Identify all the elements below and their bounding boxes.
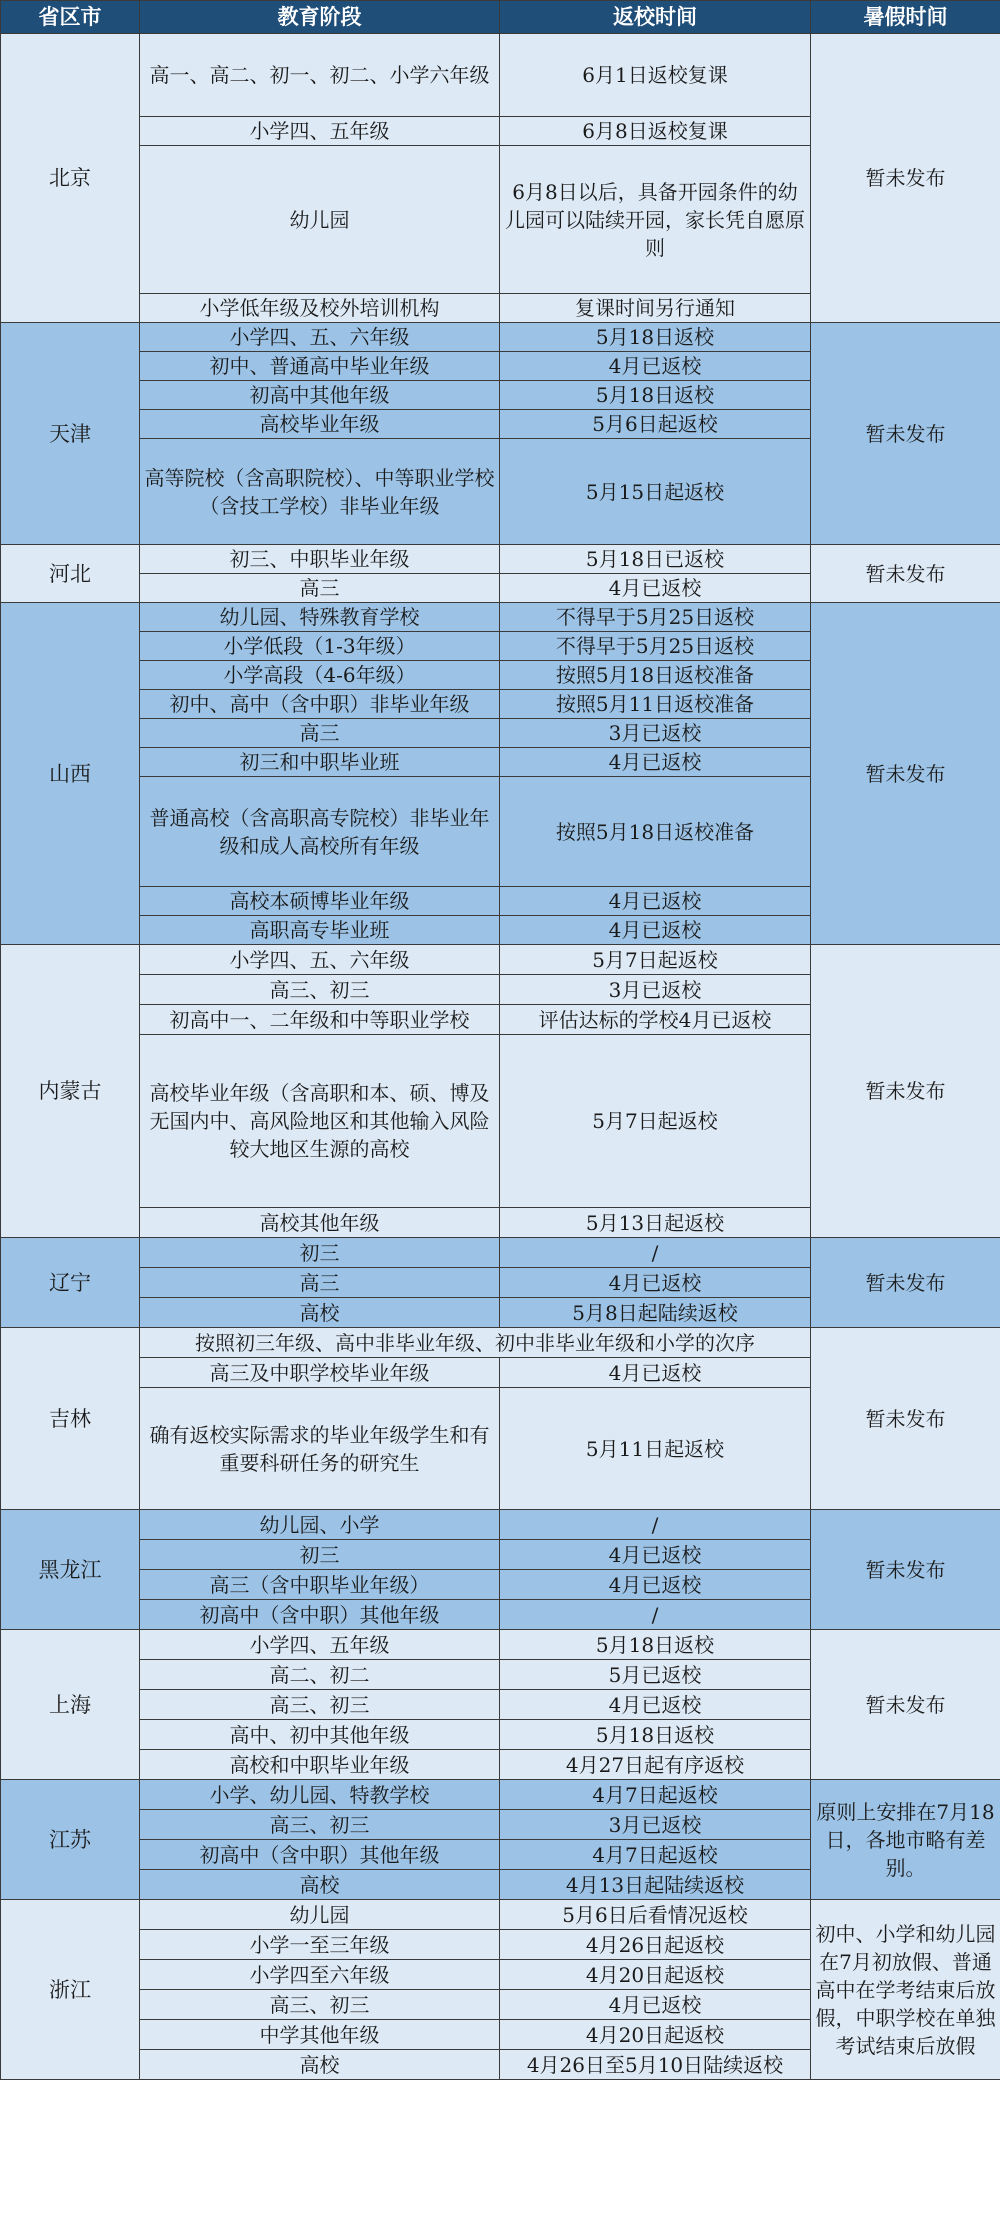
- return-time-cell: 6月8日以后，具备开园条件的幼儿园可以陆续开园，家长凭自愿原则: [500, 146, 811, 294]
- stage-cell: 初中、普通高中毕业年级: [140, 352, 500, 381]
- return-time-cell: 4月已返校: [500, 887, 811, 916]
- return-time-cell: 4月27日起有序返校: [500, 1750, 811, 1780]
- province-cell: 上海: [1, 1630, 140, 1780]
- stage-cell: 小学四、五年级: [140, 117, 500, 146]
- table-row: [1, 1630, 1000, 1660]
- province-cell: 江苏: [1, 1780, 140, 1900]
- province-cell: 吉林: [1, 1328, 140, 1510]
- province-cell: 山西: [1, 603, 140, 945]
- summer-time-cell: 初中、小学和幼儿园在7月初放假、普通高中在学考结束后放假，中职学校在单独考试结束后放假: [811, 1900, 1000, 2080]
- summer-time-cell: 暂未发布: [811, 1630, 1000, 1780]
- return-time-cell: 4月已返校: [500, 1358, 811, 1388]
- stage-cell: 高三及中职学校毕业年级: [140, 1358, 500, 1388]
- stage-cell: 高三、初三: [140, 1810, 500, 1840]
- return-time-cell: 5月已返校: [500, 1660, 811, 1690]
- table-row: [1, 1328, 1000, 1358]
- table-row: [1, 603, 1000, 632]
- stage-cell: 幼儿园: [140, 146, 500, 294]
- return-time-cell: 6月8日返校复课: [500, 117, 811, 146]
- stage-cell: 小学四至六年级: [140, 1960, 500, 1990]
- return-time-cell: 5月7日起返校: [500, 945, 811, 975]
- stage-cell: 高校本硕博毕业年级: [140, 887, 500, 916]
- return-time-cell: 不得早于5月25日返校: [500, 632, 811, 661]
- return-time-cell: /: [500, 1600, 811, 1630]
- province-cell: 内蒙古: [1, 945, 140, 1238]
- return-time-cell: 5月11日起返校: [500, 1388, 811, 1510]
- stage-cell: 小学一至三年级: [140, 1930, 500, 1960]
- stage-cell: 高三: [140, 574, 500, 603]
- return-time-cell: 4月20日起返校: [500, 2020, 811, 2050]
- stage-cell: 高等院校（含高职院校）、中等职业学校（含技工学校）非毕业年级: [140, 439, 500, 545]
- stage-cell: 高校: [140, 1298, 500, 1328]
- summer-time-cell: 暂未发布: [811, 323, 1000, 545]
- stage-cell: 初三、中职毕业年级: [140, 545, 500, 574]
- return-time-cell: 4月已返校: [500, 1690, 811, 1720]
- stage-cell: 初三: [140, 1540, 500, 1570]
- return-time-cell: 4月已返校: [500, 1570, 811, 1600]
- stage-cell: 高职高专毕业班: [140, 916, 500, 945]
- summer-time-cell: 暂未发布: [811, 545, 1000, 603]
- stage-cell: 按照初三年级、高中非毕业年级、初中非毕业年级和小学的次序: [140, 1328, 811, 1358]
- summer-time-cell: 暂未发布: [811, 1328, 1000, 1510]
- stage-cell: 小学四、五、六年级: [140, 945, 500, 975]
- return-time-cell: 复课时间另行通知: [500, 294, 811, 323]
- stage-cell: 普通高校（含高职高专院校）非毕业年级和成人高校所有年级: [140, 777, 500, 887]
- return-time-cell: 5月18日返校: [500, 381, 811, 410]
- return-time-cell: 5月6日后看情况返校: [500, 1900, 811, 1930]
- return-time-cell: 5月18日返校: [500, 323, 811, 352]
- stage-cell: 幼儿园、小学: [140, 1510, 500, 1540]
- return-time-cell: 4月已返校: [500, 1990, 811, 2020]
- stage-cell: 小学、幼儿园、特教学校: [140, 1780, 500, 1810]
- stage-cell: 高校毕业年级: [140, 410, 500, 439]
- return-time-cell: 不得早于5月25日返校: [500, 603, 811, 632]
- stage-cell: 中学其他年级: [140, 2020, 500, 2050]
- table-body: [1, 34, 1000, 2080]
- stage-cell: 初三和中职毕业班: [140, 748, 500, 777]
- return-time-cell: 5月18日已返校: [500, 545, 811, 574]
- return-time-cell: 4月已返校: [500, 916, 811, 945]
- stage-cell: 初中、高中（含中职）非毕业年级: [140, 690, 500, 719]
- stage-cell: 高校: [140, 1870, 500, 1900]
- stage-cell: 高三、初三: [140, 1690, 500, 1720]
- return-time-cell: 4月已返校: [500, 352, 811, 381]
- stage-cell: 高三: [140, 1268, 500, 1298]
- stage-cell: 初高中一、二年级和中等职业学校: [140, 1005, 500, 1035]
- stage-cell: 高三、初三: [140, 975, 500, 1005]
- return-time-cell: 4月已返校: [500, 574, 811, 603]
- stage-cell: 高校毕业年级（含高职和本、硕、博及无国内中、高风险地区和其他输入风险较大地区生源的高校: [140, 1035, 500, 1208]
- return-time-cell: 4月7日起返校: [500, 1780, 811, 1810]
- province-cell: 辽宁: [1, 1238, 140, 1328]
- return-time-cell: 按照5月11日返校准备: [500, 690, 811, 719]
- stage-cell: 高校和中职毕业年级: [140, 1750, 500, 1780]
- province-cell: 河北: [1, 545, 140, 603]
- return-time-cell: 4月26日起返校: [500, 1930, 811, 1960]
- return-time-cell: 5月18日返校: [500, 1630, 811, 1660]
- stage-cell: 初三: [140, 1238, 500, 1268]
- return-time-cell: 4月已返校: [500, 748, 811, 777]
- return-time-cell: 4月7日起返校: [500, 1840, 811, 1870]
- return-time-cell: 5月8日起陆续返校: [500, 1298, 811, 1328]
- return-time-cell: /: [500, 1510, 811, 1540]
- stage-cell: 初高中（含中职）其他年级: [140, 1600, 500, 1630]
- header-province: 省区市: [1, 1, 140, 34]
- return-time-cell: 5月18日返校: [500, 1720, 811, 1750]
- stage-cell: 高三: [140, 719, 500, 748]
- stage-cell: 高三、初三: [140, 1990, 500, 2020]
- province-cell: 天津: [1, 323, 140, 545]
- summer-time-cell: 暂未发布: [811, 34, 1000, 323]
- return-time-cell: 5月15日起返校: [500, 439, 811, 545]
- stage-cell: 小学低段（1-3年级）: [140, 632, 500, 661]
- stage-cell: 高二、初二: [140, 1660, 500, 1690]
- stage-cell: 高校其他年级: [140, 1208, 500, 1238]
- header-row: [1, 1, 1000, 34]
- summer-time-cell: 暂未发布: [811, 1238, 1000, 1328]
- stage-cell: 幼儿园: [140, 1900, 500, 1930]
- table-row: [1, 1510, 1000, 1540]
- table-row: [1, 323, 1000, 352]
- stage-cell: 幼儿园、特殊教育学校: [140, 603, 500, 632]
- stage-cell: 小学四、五年级: [140, 1630, 500, 1660]
- return-time-cell: 4月20日起返校: [500, 1960, 811, 1990]
- table-row: [1, 545, 1000, 574]
- return-time-cell: 按照5月18日返校准备: [500, 661, 811, 690]
- return-time-cell: 3月已返校: [500, 719, 811, 748]
- stage-cell: 初高中其他年级: [140, 381, 500, 410]
- return-time-cell: 按照5月18日返校准备: [500, 777, 811, 887]
- return-time-cell: 4月26日至5月10日陆续返校: [500, 2050, 811, 2080]
- header-summer-time: 暑假时间: [811, 1, 1000, 34]
- table-row: [1, 1900, 1000, 1930]
- return-time-cell: 4月已返校: [500, 1540, 811, 1570]
- table-row: [1, 1780, 1000, 1810]
- return-time-cell: 5月13日起返校: [500, 1208, 811, 1238]
- return-time-cell: 4月已返校: [500, 1268, 811, 1298]
- return-time-cell: 评估达标的学校4月已返校: [500, 1005, 811, 1035]
- table-row: [1, 1238, 1000, 1268]
- province-cell: 北京: [1, 34, 140, 323]
- stage-cell: 小学四、五、六年级: [140, 323, 500, 352]
- stage-cell: 高三（含中职毕业年级）: [140, 1570, 500, 1600]
- return-time-cell: 5月6日起返校: [500, 410, 811, 439]
- return-time-cell: 6月1日返校复课: [500, 34, 811, 117]
- table-row: [1, 34, 1000, 117]
- return-time-cell: 3月已返校: [500, 1810, 811, 1840]
- stage-cell: 小学高段（4-6年级）: [140, 661, 500, 690]
- table-row: [1, 945, 1000, 975]
- summer-time-cell: 暂未发布: [811, 1510, 1000, 1630]
- stage-cell: 小学低年级及校外培训机构: [140, 294, 500, 323]
- return-time-cell: 4月13日起陆续返校: [500, 1870, 811, 1900]
- stage-cell: 高一、高二、初一、初二、小学六年级: [140, 34, 500, 117]
- stage-cell: 初高中（含中职）其他年级: [140, 1840, 500, 1870]
- summer-time-cell: 暂未发布: [811, 603, 1000, 945]
- return-time-cell: /: [500, 1238, 811, 1268]
- province-cell: 浙江: [1, 1900, 140, 2080]
- province-cell: 黑龙江: [1, 1510, 140, 1630]
- return-time-cell: 3月已返校: [500, 975, 811, 1005]
- header-stage: 教育阶段: [140, 1, 500, 34]
- summer-time-cell: 原则上安排在7月18日，各地市略有差别。: [811, 1780, 1000, 1900]
- summer-time-cell: 暂未发布: [811, 945, 1000, 1238]
- return-time-cell: 5月7日起返校: [500, 1035, 811, 1208]
- stage-cell: 确有返校实际需求的毕业年级学生和有重要科研任务的研究生: [140, 1388, 500, 1510]
- stage-cell: 高中、初中其他年级: [140, 1720, 500, 1750]
- header-return-time: 返校时间: [500, 1, 811, 34]
- stage-cell: 高校: [140, 2050, 500, 2080]
